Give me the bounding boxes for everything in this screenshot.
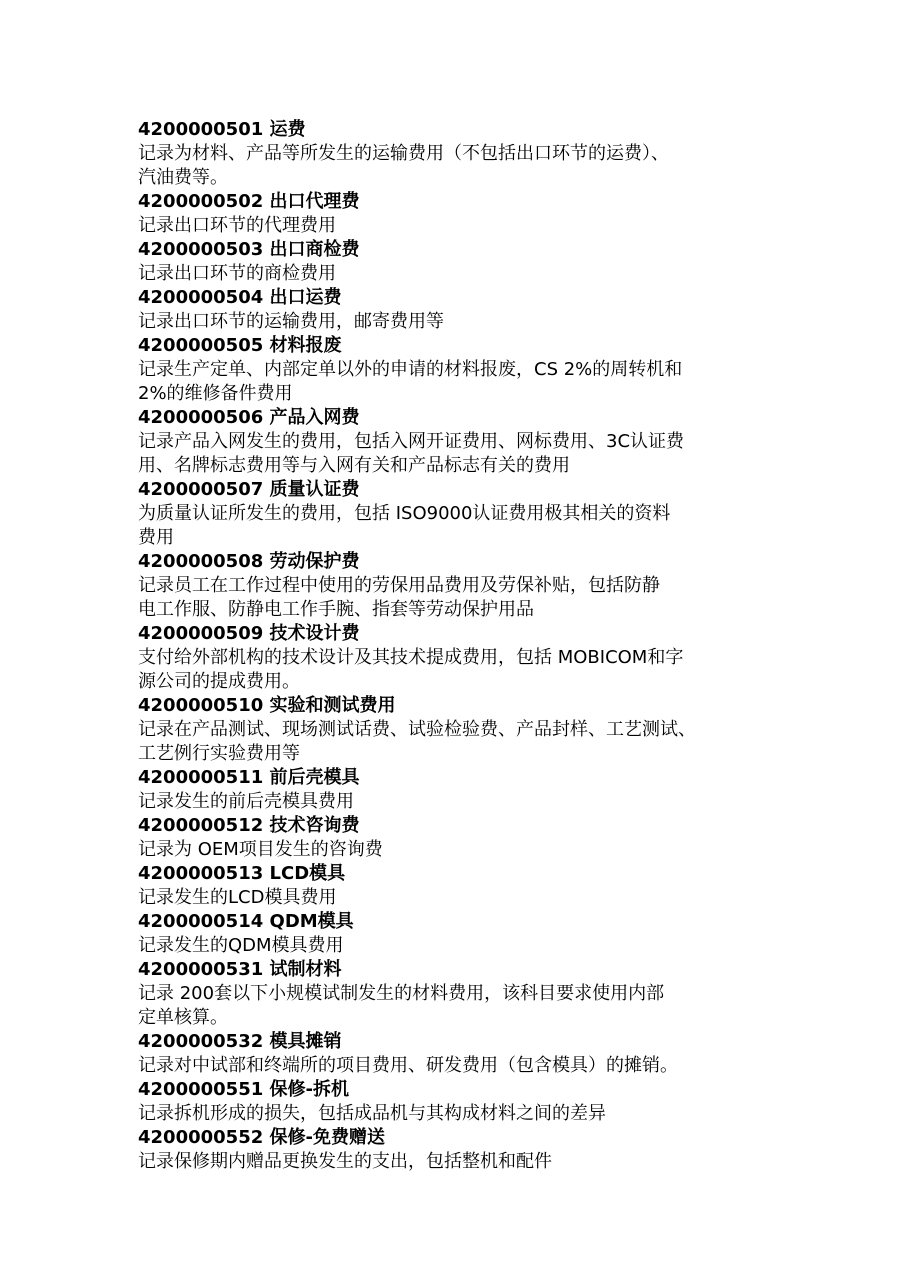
entry-title: 4200000502 出口代理费 bbox=[138, 191, 360, 212]
entry-title: 4200000501 运费 bbox=[138, 119, 306, 140]
entry-title: 4200000510 实验和测试费用 bbox=[138, 695, 396, 716]
entry-description: 为质量认证所发生的费用，包括 ISO9000认证费用极其相关的资料 费用 bbox=[138, 503, 671, 548]
entry-description: 支付给外部机构的技术设计及其技术提成费用，包括 MOBICOM和字 源公司的提成费用。 bbox=[138, 647, 684, 692]
entry-0512 bbox=[138, 814, 778, 862]
entry-title: 4200000506 产品入网费 bbox=[138, 407, 360, 428]
entry-description: 记录拆机形成的损失，包括成品机与其构成材料之间的差异 bbox=[138, 1103, 606, 1124]
entry-0531 bbox=[138, 958, 778, 1030]
entry-description: 记录为 OEM项目发生的咨询费 bbox=[138, 839, 383, 860]
entry-description: 记录 200套以下小规模试制发生的材料费用，该科目要求使用内部 定单核算。 bbox=[138, 983, 665, 1028]
entry-title: 4200000509 技术设计费 bbox=[138, 623, 360, 644]
entry-0506 bbox=[138, 406, 778, 478]
entry-title: 4200000503 出口商检费 bbox=[138, 239, 360, 260]
entry-title: 4200000507 质量认证费 bbox=[138, 479, 360, 500]
entry-description: 记录生产定单、内部定单以外的申请的材料报废，CS 2%的周转机和 2%的维修备件费用 bbox=[138, 359, 683, 404]
entry-0551 bbox=[138, 1078, 778, 1126]
entry-title: 4200000513 LCD模具 bbox=[138, 863, 346, 884]
entry-0502 bbox=[138, 190, 778, 238]
entry-title: 4200000552 保修-免费赠送 bbox=[138, 1127, 385, 1148]
entry-0552 bbox=[138, 1126, 778, 1174]
entry-0508 bbox=[138, 550, 778, 622]
entry-description: 记录为材料、产品等所发生的运输费用（不包括出口环节的运费）、 汽油费等。 bbox=[138, 143, 669, 188]
entry-title: 4200000514 QDM模具 bbox=[138, 911, 354, 932]
entry-title: 4200000512 技术咨询费 bbox=[138, 815, 360, 836]
entry-0513 bbox=[138, 862, 778, 910]
entry-title: 4200000504 出口运费 bbox=[138, 287, 342, 308]
entry-description: 记录产品入网发生的费用，包括入网开证费用、网标费用、3C认证费 用、名牌标志费用等与入网有关和产品标志有关的费用 bbox=[138, 431, 685, 476]
entry-title: 4200000551 保修-拆机 bbox=[138, 1079, 349, 1100]
entry-description: 记录员工在工作过程中使用的劳保用品费用及劳保补贴，包括防静 电工作服、防静电工作手腕、指套等劳动保护用品 bbox=[138, 575, 660, 620]
entry-0514 bbox=[138, 910, 778, 958]
entry-0505 bbox=[138, 334, 778, 406]
entry-description: 记录对中试部和终端所的项目费用、研发费用（包含模具）的摊销。 bbox=[138, 1055, 678, 1076]
entry-description: 记录出口环节的商检费用 bbox=[138, 263, 336, 284]
entry-0504 bbox=[138, 286, 778, 334]
entry-description: 记录保修期内赠品更换发生的支出，包括整机和配件 bbox=[138, 1151, 552, 1172]
entry-title: 4200000508 劳动保护费 bbox=[138, 551, 360, 572]
entry-0510 bbox=[138, 694, 778, 766]
entry-title: 4200000511 前后壳模具 bbox=[138, 767, 360, 788]
entry-description: 记录出口环节的运输费用，邮寄费用等 bbox=[138, 311, 444, 332]
entry-description: 记录发生的LCD模具费用 bbox=[138, 887, 337, 908]
document-body bbox=[138, 118, 778, 1174]
entry-description: 记录出口环节的代理费用 bbox=[138, 215, 336, 236]
entry-description: 记录发生的QDM模具费用 bbox=[138, 935, 344, 956]
entry-description: 记录在产品测试、现场测试话费、试验检验费、产品封样、工艺测试、 工艺例行实验费用等 bbox=[138, 719, 696, 764]
entry-title: 4200000532 模具摊销 bbox=[138, 1031, 342, 1052]
entry-0501 bbox=[138, 118, 778, 190]
entry-0507 bbox=[138, 478, 778, 550]
entry-title: 4200000505 材料报废 bbox=[138, 335, 342, 356]
entry-description: 记录发生的前后壳模具费用 bbox=[138, 791, 354, 812]
entry-0509 bbox=[138, 622, 778, 694]
entry-title: 4200000531 试制材料 bbox=[138, 959, 342, 980]
entry-0503 bbox=[138, 238, 778, 286]
entry-0532 bbox=[138, 1030, 778, 1078]
entry-0511 bbox=[138, 766, 778, 814]
